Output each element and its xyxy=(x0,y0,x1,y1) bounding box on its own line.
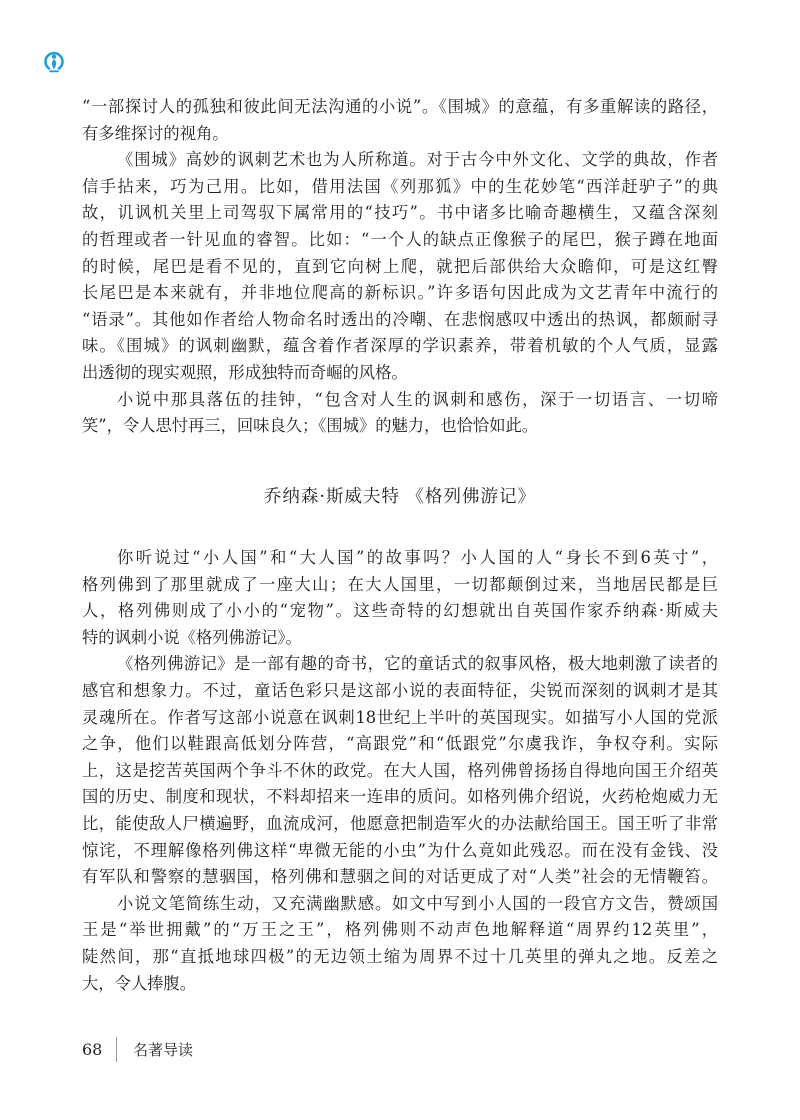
text-line: 笑”，令人思忖再三，回味良久；《围城》的魅力，也恰恰如此。 xyxy=(82,416,539,436)
text-line: 之争，他们以鞋跟高低划分阵营，“高跟党”和“低跟党”尔虞我诈，争权夺利。实际 xyxy=(82,734,718,754)
text-line: 信手拈来，巧为己用。比如，借用法国《列那狐》中的生花妙笔“西洋赶驴子”的典 xyxy=(82,176,718,196)
text-line: 大，令人捧腹。 xyxy=(82,973,196,993)
text-line: “一部探讨人的孤独和彼此间无法沟通的小说”。《围城》的意蕴，有多重解读的路径， xyxy=(82,97,718,116)
text-line: 长尾巴是本来就有，并非地位爬高的新标识。”许多语句因此成为文艺青年中流行的 xyxy=(82,283,718,303)
footer-divider xyxy=(116,1037,117,1062)
text-line: 国的历史、制度和现状，不料却招来一连串的质问。如格列佛介绍说，火药枪炮威力无 xyxy=(82,787,718,807)
text-line: 灵魂所在。作者写这部小说意在讽刺18世纪上半叶的英国现实。如描写小人国的党派 xyxy=(82,707,718,727)
text-line: 的时候，尾巴是看不见的，直到它向树上爬，就把后部供给大众瞻仰，可是这红臀 xyxy=(82,256,718,276)
text-line: 小说中那具落伍的挂钟，“包含对人生的讽刺和感伤，深于一切语言、一切啼 xyxy=(117,389,718,409)
paragraph xyxy=(82,387,718,440)
paragraph xyxy=(82,891,718,997)
gulliver-section xyxy=(82,545,718,997)
text-line: 上，这是挖苦英国两个争斗不休的政党。在大人国，格列佛曾扬扬自得地向国王介绍英 xyxy=(82,760,718,780)
text-line: 故，讥讽机关里上司驾驭下属常用的“技巧”。书中诸多比喻奇趣横生，又蕴含深刻 xyxy=(82,203,718,223)
text-line: 出透彻的现实观照，形成独特而奇崛的风格。 xyxy=(82,362,408,382)
text-line: 你听说过“小人国”和“大人国”的故事吗？小人国的人“身长不到6英寸”， xyxy=(117,548,718,567)
text-line: 惊诧，不理解像格列佛这样“卑微无能的小虫”为什么竟如此残忍。而在没有金钱、没 xyxy=(82,840,718,860)
text-line: 人，格列佛则成了小小的“宠物”。这些奇特的幻想就出自英国作家乔纳森·斯威夫 xyxy=(82,601,718,621)
paragraph xyxy=(82,545,718,651)
text-line: 王是“举世拥戴”的“万王之王”，格列佛则不动声色地解释道“周界约12英里”， xyxy=(82,920,718,940)
text-line: 《格列佛游记》是一部有趣的奇书，它的童话式的叙事风格，极大地刺激了读者的 xyxy=(117,654,718,674)
text-line: 有军队和警察的慧骃国，格列佛和慧骃之间的对话更成了对“人类”社会的无情鞭笞。 xyxy=(82,867,718,887)
text-line: 陡然间，那“直抵地球四极”的无边领土缩为周界不过十几英里的弹丸之地。反差之 xyxy=(82,946,718,966)
running-footer-title: 名著导读 xyxy=(133,1041,194,1059)
text-line: 的哲理或者一针见血的睿智。比如：“一个人的缺点正像猴子的尾巴，猴子蹲在地面 xyxy=(82,229,718,249)
text-line: 《围城》高妙的讽刺艺术也为人所称道。对于古今中外文化、文学的典故，作者 xyxy=(117,150,718,170)
reading-logo-icon xyxy=(43,49,65,73)
paragraph xyxy=(82,651,718,890)
section-heading: 乔纳森·斯威夫特 《格列佛游记》 xyxy=(263,487,537,507)
paragraph xyxy=(82,94,718,147)
weicheng-section xyxy=(82,94,718,440)
text-line: 感官和想象力。不过，童话色彩只是这部小说的表面特征，尖锐而深刻的讽刺才是其 xyxy=(82,680,718,700)
text-line: 格列佛到了那里就成了一座大山；在大人国里，一切都颠倒过来，当地居民都是巨 xyxy=(82,574,718,594)
page-number: 68 xyxy=(82,1040,103,1059)
text-line: 有多维探讨的视角。 xyxy=(82,123,229,143)
text-line: 小说文笔简练生动，又充满幽默感。如文中写到小人国的一段官方文告，赞颂国 xyxy=(117,893,718,913)
text-line: “语录”。其他如作者给人物命名时透出的冷嘲、在悲悯感叹中透出的热讽，都颇耐寻 xyxy=(82,309,718,329)
paragraph xyxy=(82,147,718,386)
text-line: 特的讽刺小说《格列佛游记》。 xyxy=(82,627,302,647)
text-line: 味。《围城》的讽刺幽默，蕴含着作者深厚的学识素养，带着机敏的个人气质，显露 xyxy=(82,336,718,356)
text-line: 比，能使敌人尸横遍野，血流成河，他愿意把制造军火的办法献给国王。国王听了非常 xyxy=(82,813,718,833)
